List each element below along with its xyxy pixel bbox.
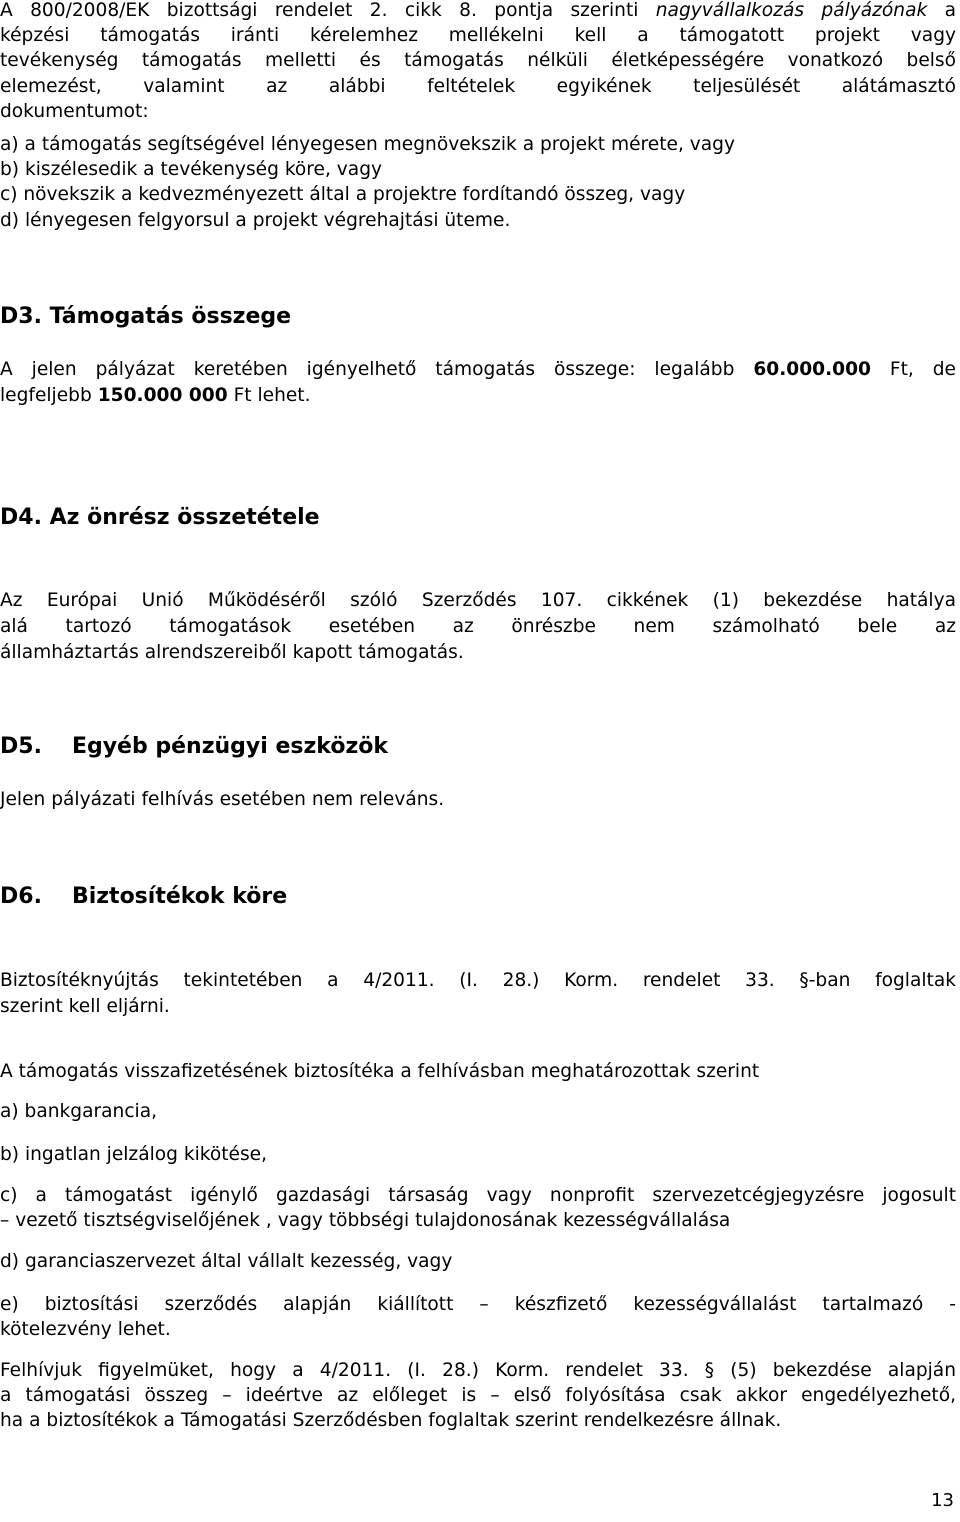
d6-p3-line-1: Felhívjuk figyelmüket, hogy a 4/2011. (I. 28.) Korm. rendelet 33. § (5) bekezdése alapján <box>0 1360 956 1381</box>
list-item-continued: kötelezvény lehet. <box>0 1319 171 1340</box>
d4-line-3: államháztartás alrendszereiből kapott támogatás. <box>0 642 464 663</box>
section-heading-d6: D6. Biztosítékok köre <box>0 884 288 909</box>
list-item: a) bankgarancia, <box>0 1101 158 1122</box>
list-item: d) garanciaszervezet által vállalt kezesség, vagy <box>0 1251 453 1272</box>
list-item: b) kiszélesedik a tevékenység köre, vagy <box>0 159 382 180</box>
d6-p1-line-2: szerint kell eljárni. <box>0 996 170 1017</box>
list-item: a) a támogatás segítségével lényegesen megnövekszik a projekt mérete, vagy <box>0 134 735 155</box>
intro-line-3: tevékenység támogatás melletti és támogatás nélküli életképességére vonatkozó belső <box>0 50 956 71</box>
d5-text: Jelen pályázati felhívás esetében nem releváns. <box>0 789 445 810</box>
intro-line-1: A 800/2008/EK bizottsági rendelet 2. cikk 8. pontja szerinti nagyvállalkozás pályázónak a <box>0 0 956 21</box>
intro-line-2: képzési támogatás iránti kérelemhez mellékelni kell a támogatott projekt vagy <box>0 25 956 46</box>
d6-p3-line-3: ha a biztosítékok a Támogatási Szerződésben foglaltak szerint rendelkezésre állnak. <box>0 1410 782 1431</box>
d3-line-2: legfeljebb 150.000 000 Ft lehet. <box>0 385 311 406</box>
section-heading-d5: D5. Egyéb pénzügyi eszközök <box>0 734 388 759</box>
list-item: d) lényegesen felgyorsul a projekt végrehajtási üteme. <box>0 210 511 231</box>
d4-line-2: alá tartozó támogatások esetében az önrészbe nem számolható bele az <box>0 616 956 637</box>
list-item: c) a támogatást igénylő gazdasági társaság vagy nonprofit szervezetcégjegyzésre jogosult <box>0 1185 956 1206</box>
d6-p2: A támogatás visszafizetésének biztosítéka a felhívásban meghatározottak szerint <box>0 1061 760 1082</box>
list-item: c) növekszik a kedvezményezett által a projektre fordítandó összeg, vagy <box>0 184 686 205</box>
d3-line-1: A jelen pályázat keretében igényelhető támogatás összege: legalább 60.000.000 Ft, de <box>0 359 956 380</box>
d4-line-1: Az Európai Unió Működéséről szóló Szerződés 107. cikkének (1) bekezdése hatálya <box>0 590 956 611</box>
section-heading-d3: D3. Támogatás összege <box>0 304 292 329</box>
d6-p3-line-2: a támogatási összeg – ideértve az előleget is – első folyósítása csak akkor engedélyezhető, <box>0 1385 956 1406</box>
list-item: b) ingatlan jelzálog kikötése, <box>0 1144 268 1165</box>
d6-p1-line-1: Biztosítéknyújtás tekintetében a 4/2011. (I. 28.) Korm. rendelet 33. §-ban foglaltak <box>0 970 956 991</box>
list-item: e) biztosítási szerződés alapján kiállított – készfizető kezességvállalást tartalmazó - <box>0 1294 956 1315</box>
intro-line-5: dokumentumot: <box>0 101 149 122</box>
page-number: 13 <box>931 1490 954 1511</box>
section-heading-d4: D4. Az önrész összetétele <box>0 505 320 530</box>
list-item-continued: – vezető tisztségviselőjének , vagy többségi tulajdonosának kezességvállalása <box>0 1210 731 1231</box>
intro-line-4: elemezést, valamint az alábbi feltételek egyikének teljesülését alátámasztó <box>0 76 956 97</box>
